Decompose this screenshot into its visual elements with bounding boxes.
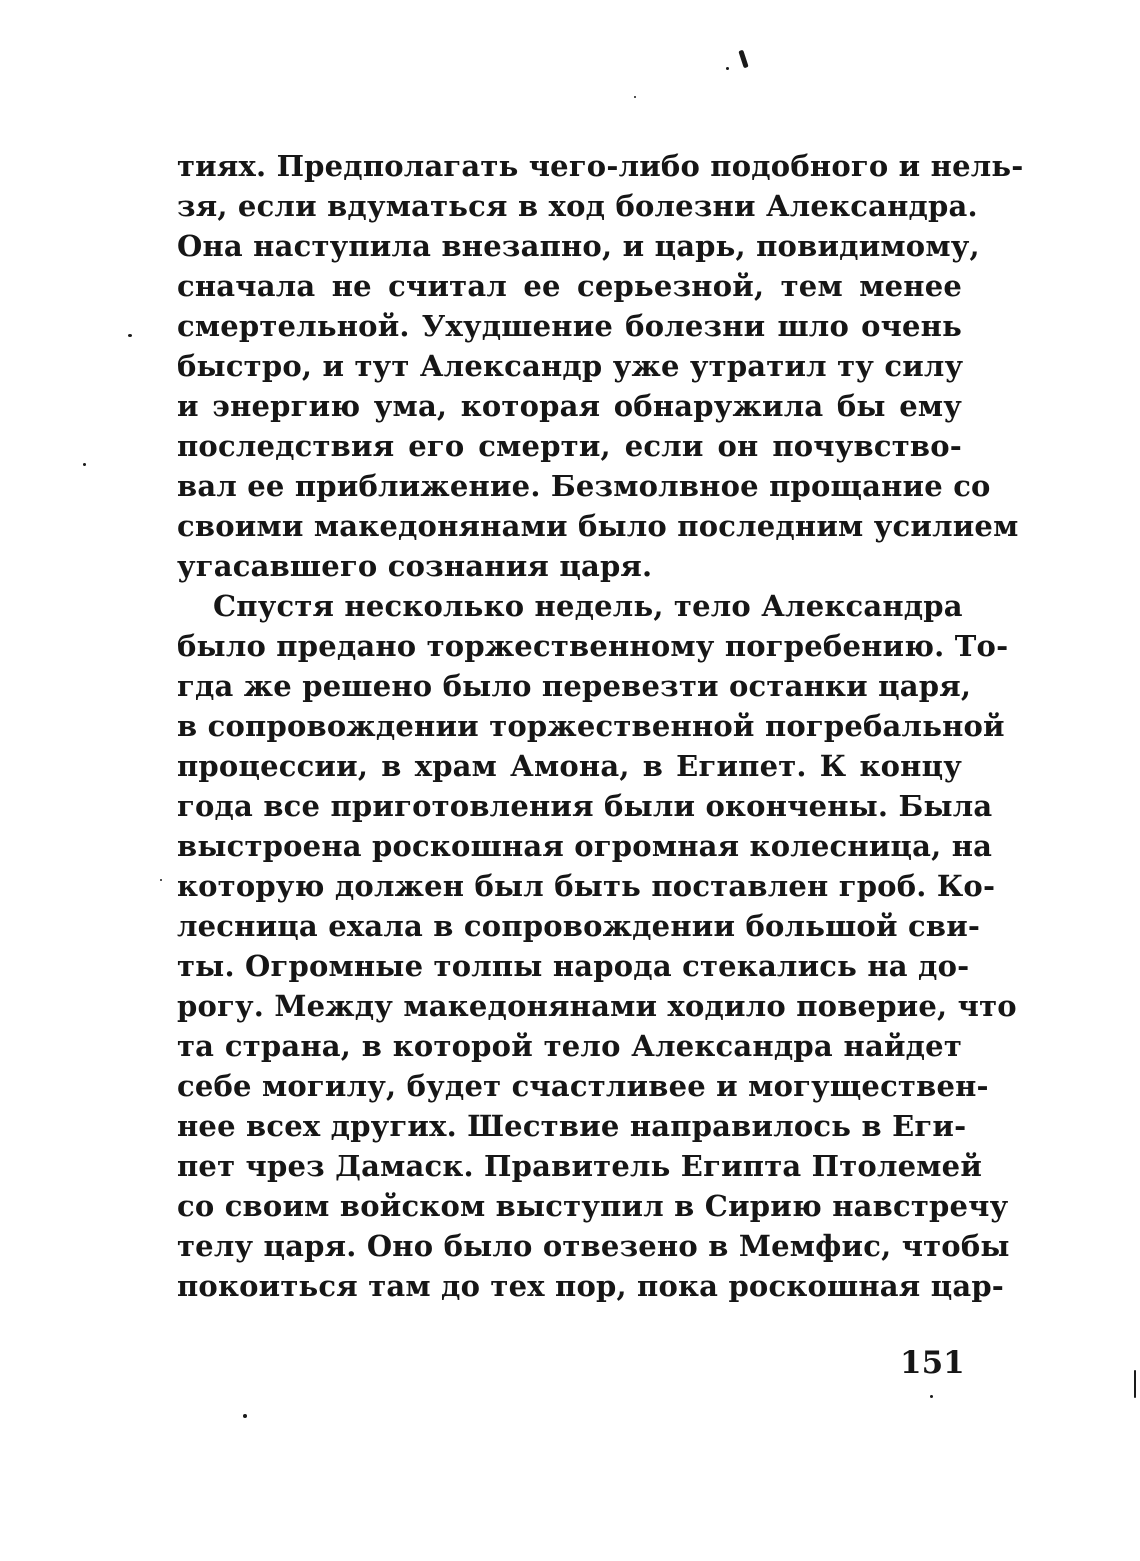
body-text xyxy=(177,146,1024,1306)
speck xyxy=(1134,1370,1136,1398)
text-line: смертельной. Ухудшение болезни шло очень xyxy=(177,309,962,343)
text-line: Она наступила внезапно, и царь, повидимому, xyxy=(177,229,980,263)
text-line: рогу. Между македонянами ходило поверие, что xyxy=(177,989,1017,1023)
text-line: выстроена роскошная огромная колесница, на xyxy=(177,829,993,863)
page-number: 151 xyxy=(900,1345,965,1381)
speck xyxy=(634,96,636,98)
text-line: процессии, в храм Амона, в Египет. К концу xyxy=(177,749,962,783)
text-line: было предано торжественному погребению. То- xyxy=(177,629,1009,663)
text-line: та страна, в которой тело Александра найдет xyxy=(177,1029,962,1063)
paragraph-2 xyxy=(177,586,1017,1306)
text-line: последствия его смерти, если он почувство- xyxy=(177,429,962,463)
top-mark xyxy=(738,50,748,69)
text-line: угасавшего сознания царя. xyxy=(177,549,653,583)
text-line: в сопровождении торжественной погребальной xyxy=(177,709,1005,743)
text-line: вал ее приближение. Безмолвное прощание со xyxy=(177,469,991,503)
text-line: со своим войском выступил в Сирию навстречу xyxy=(177,1189,1009,1223)
text-line: и энергию ума, которая обнаружила бы ему xyxy=(177,389,962,423)
speck xyxy=(930,1395,933,1398)
text-line: покоиться там до тех пор, пока роскошная цар- xyxy=(177,1269,1005,1303)
speck xyxy=(726,67,729,70)
text-line: которую должен был быть поставлен гроб. Ко- xyxy=(177,869,996,903)
text-line: тиях. Предполагать чего-либо подобного и нель- xyxy=(177,149,1024,183)
paragraph-1 xyxy=(177,146,1024,586)
text-line: пет чрез Дамаск. Правитель Египта Птолемей xyxy=(177,1149,983,1183)
speck xyxy=(243,1414,247,1418)
speck xyxy=(128,334,132,337)
text-line: сначала не считал ее серьезной, тем менее xyxy=(177,269,962,303)
text-line: года все приготовления были окончены. Была xyxy=(177,789,993,823)
text-line: Спустя несколько недель, тело Александра xyxy=(213,589,963,623)
text-line: гда же решено было перевезти останки царя, xyxy=(177,669,972,703)
speck xyxy=(83,463,86,466)
text-line: своими македонянами было последним усилием xyxy=(177,509,1019,543)
speck xyxy=(160,879,162,881)
text-line: лесница ехала в сопровождении большой сви- xyxy=(177,909,981,943)
text-line: быстро, и тут Александр уже утратил ту силу xyxy=(177,349,964,383)
text-line: телу царя. Оно было отвезено в Мемфис, чтобы xyxy=(177,1229,1010,1263)
text-line: себе могилу, будет счастливее и могуществен- xyxy=(177,1069,989,1103)
text-line: нее всех других. Шествие направилось в Еги- xyxy=(177,1109,967,1143)
text-line: ты. Огромные толпы народа стекались на до- xyxy=(177,949,970,983)
text-line: зя, если вдуматься в ход болезни Александра. xyxy=(177,189,978,223)
